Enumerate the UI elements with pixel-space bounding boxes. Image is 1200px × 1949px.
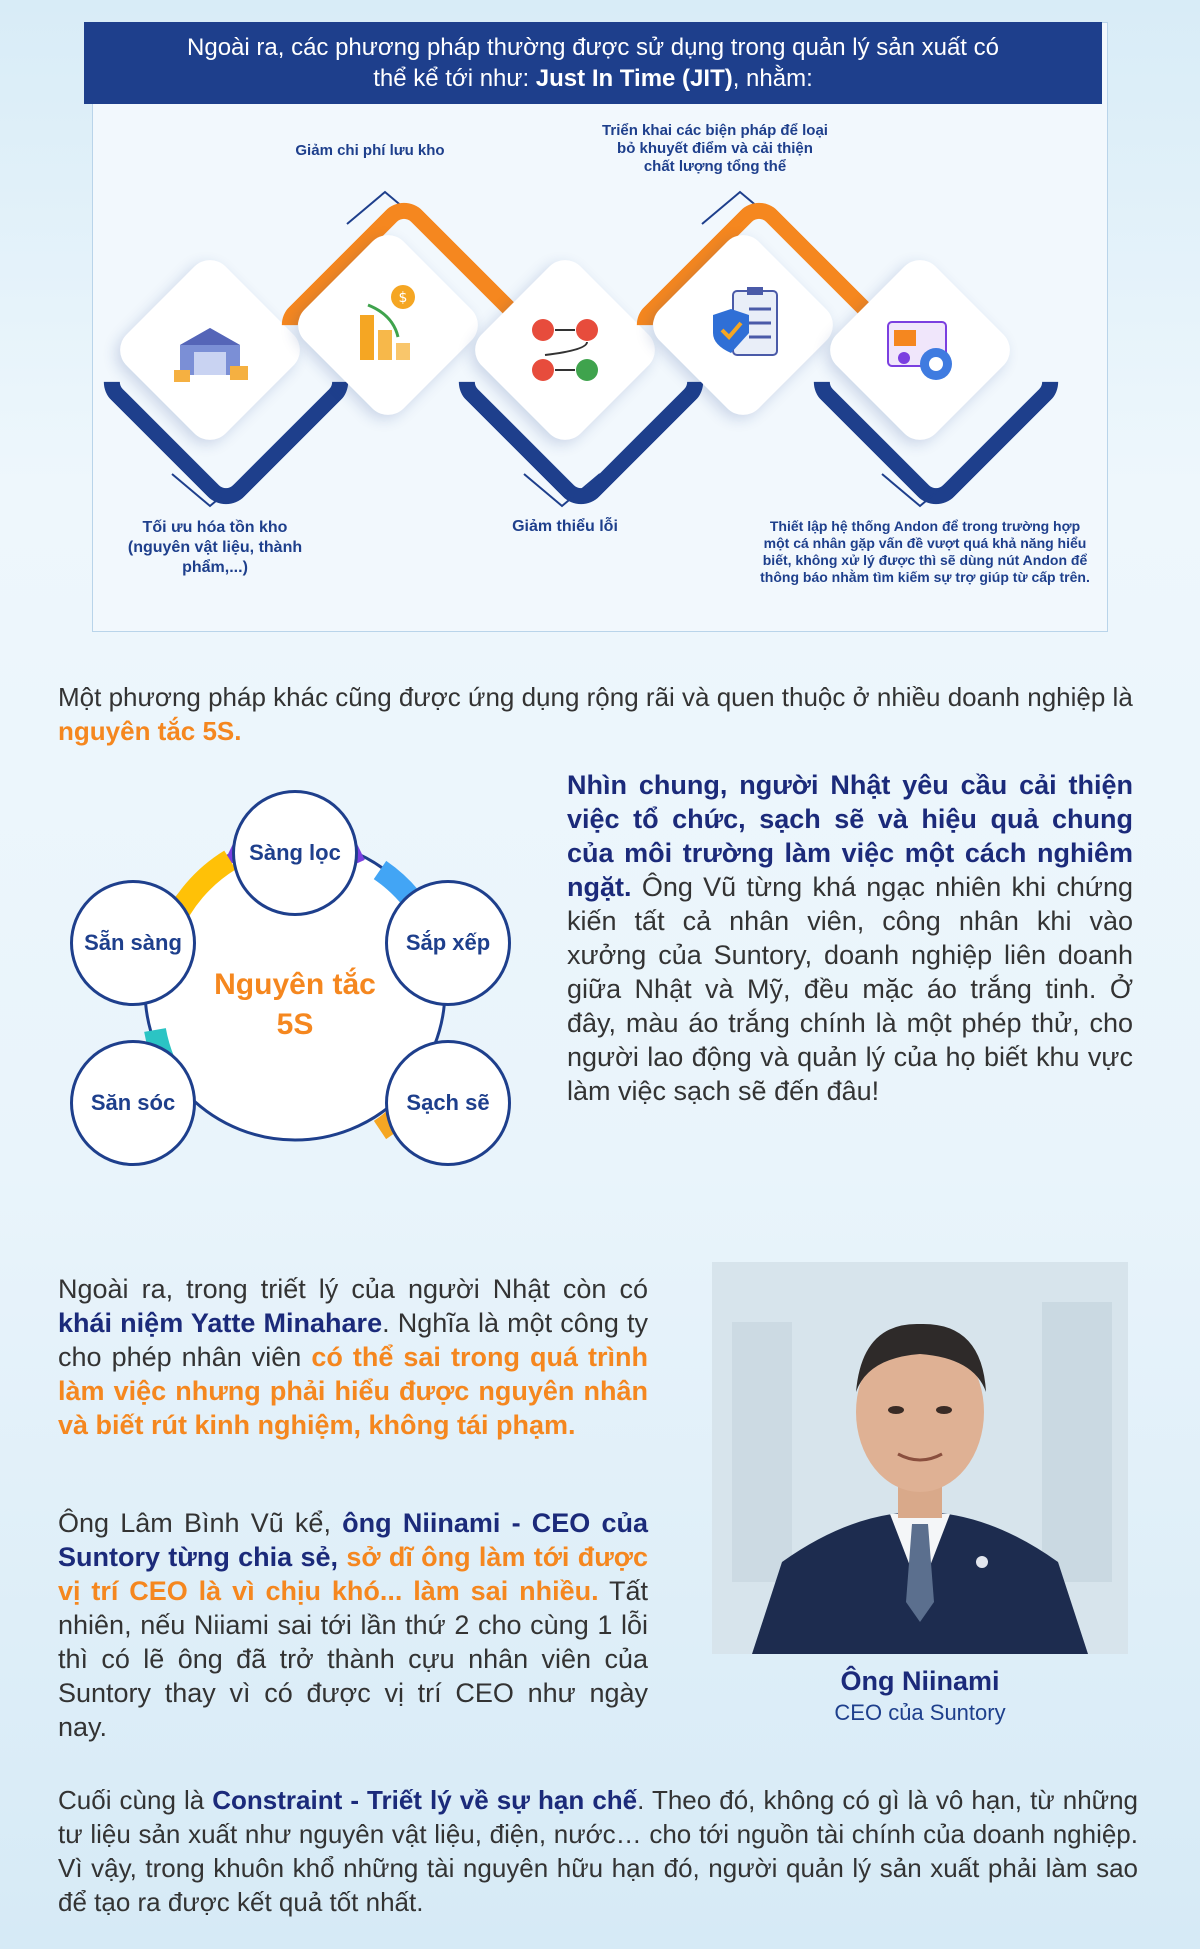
chevron-down-icon xyxy=(170,470,250,510)
intro-5s-highlight: nguyên tắc 5S. xyxy=(58,716,242,746)
photo-caption-role: CEO của Suntory xyxy=(834,1700,1006,1725)
yatte-paragraph xyxy=(58,1272,648,1442)
constraint-bold: Constraint - Triết lý về sự hạn chế xyxy=(212,1785,638,1815)
constraint-pre: Cuối cùng là xyxy=(58,1785,213,1815)
photo-caption-name: Ông Niinami xyxy=(840,1666,1000,1696)
jit-header-line2 xyxy=(84,63,1102,94)
intro-5s-paragraph xyxy=(58,680,1138,748)
jit-label-errors: Giảm thiểu lỗi xyxy=(512,518,618,535)
five-s-sap-xep: Sắp xếp xyxy=(385,880,511,1006)
jit-header-line1: Ngoài ra, các phương pháp thường được sử dụng trong quản lý sản xuất có xyxy=(187,34,999,61)
jit-label-quality: Triển khai các biện pháp để loại bỏ khuyết điểm và cải thiện chất lượng tổng thể xyxy=(602,122,828,175)
niinami-paragraph xyxy=(58,1506,648,1744)
yatte-mid: . Nghĩa là một công ty cho phép nhân viên xyxy=(58,1308,648,1372)
niinami-bold: ông Niinami - CEO của Suntory từng chia sẻ, xyxy=(58,1508,649,1572)
five-s-san-sang: Sẵn sàng xyxy=(70,880,196,1006)
settings-monitor-icon xyxy=(870,300,970,400)
five-s-sang-loc: Sàng lọc xyxy=(232,790,358,916)
jit-diamond-errors xyxy=(465,250,665,450)
five-s-center-line2: 5S xyxy=(276,1008,314,1041)
jit-label-reduce-storage: Giảm chi phí lưu kho xyxy=(295,142,445,159)
suntory-rest: Ông Vũ từng khá ngạc nhiên khi chứng kiến tất cả nhân viên, công nhân khi vào xưởng của Suntory, doanh nghiệp liên doanh giữa Nhật và Mỹ, đều mặc áo trắng tinh. Ở đây, màu áo trắng chính là một phép thử, cho người lao động và quản lý của họ biết khu vực làm việc sạch sẽ đến đâu! xyxy=(567,872,1133,1106)
five-s-sach-se: Sạch sẽ xyxy=(385,1040,511,1166)
portrait-image xyxy=(712,1262,1128,1654)
jit-label-inventory: Tối ưu hóa tồn kho (nguyên vật liệu, thành phẩm,...) xyxy=(127,519,303,576)
intro-5s-text: Một phương pháp khác cũng được ứng dụng rộng rãi và quen thuộc ở nhiều doanh nghiệp là xyxy=(58,682,1133,712)
quality-checklist-icon xyxy=(693,275,793,375)
five-s-center-title xyxy=(195,965,395,1045)
warehouse-icon xyxy=(160,300,260,400)
five-s-san-soc: Săn sóc xyxy=(70,1040,196,1166)
jit-header-line2-pre: thể kể tới như: xyxy=(373,65,536,92)
five-s-diagram xyxy=(60,790,530,1180)
suntory-paragraph xyxy=(567,768,1133,1108)
jit-header-jit: Just In Time (JIT) xyxy=(535,65,733,92)
chevron-down-icon xyxy=(522,470,602,510)
five-s-center-line1: Nguyên tắc xyxy=(214,968,376,1001)
jit-diamond-quality xyxy=(643,225,843,425)
jit-label-andon: Thiết lập hệ thống Andon để trong trường hợp một cá nhân gặp vấn đề vượt quá khả năng hiểu biết, không xử lý được thì sẽ dùng nút Andon để thông báo nhằm tìm kiếm sự trợ giúp từ cấp trên. xyxy=(760,518,1090,585)
jit-diamond-cost xyxy=(288,225,488,425)
chevron-down-icon xyxy=(880,470,960,510)
yatte-bold: khái niệm Yatte Minahare xyxy=(58,1308,383,1338)
niinami-highlight: sở dĩ ông làm tới được vị trí CEO là vì chịu khó... làm sai nhiều. xyxy=(58,1542,648,1606)
jit-diamond-inventory xyxy=(110,250,310,450)
jit-header-line2-post: , nhằm: xyxy=(732,65,813,92)
constraint-paragraph xyxy=(58,1783,1138,1919)
money-saving-icon xyxy=(338,275,438,375)
niinami-photo xyxy=(712,1262,1128,1654)
error-flow-icon xyxy=(515,300,615,400)
jit-diamond-andon xyxy=(820,250,1020,450)
niinami-pre: Ông Lâm Bình Vũ kể, xyxy=(58,1508,343,1538)
suntory-bold: Nhìn chung, người Nhật yêu cầu cải thiện việc tổ chức, sạch sẽ và hiệu quả chung của môi trường làm việc một cách nghiêm ngặt. xyxy=(567,770,1133,902)
svg-text:$: $ xyxy=(398,290,408,306)
yatte-pre: Ngoài ra, trong triết lý của người Nhật còn có xyxy=(58,1274,648,1304)
jit-header xyxy=(84,22,1102,104)
niinami-rest: Tất nhiên, nếu Niiami sai tới lần thứ 2 cho cùng 1 lỗi thì có lẽ ông đã trở thành cựu nhân viên của Suntory thay vì có được vị trí CEO như ngày nay. xyxy=(58,1576,649,1742)
constraint-rest: . Theo đó, không có gì là vô hạn, từ những tư liệu sản xuất như nguyên vật liệu, điện, nước… cho tới nguồn tài chính của doanh nghiệp. Vì vậy, trong khuôn khổ những tài nguyên hữu hạn đó, người quản lý sản xuất phải làm sao để tạo ra được kết quả tốt nhất. xyxy=(58,1785,1139,1917)
yatte-highlight: có thể sai trong quá trình làm việc nhưng phải hiểu được nguyên nhân và biết rút kinh nghiệm, không tái phạm. xyxy=(58,1342,648,1440)
